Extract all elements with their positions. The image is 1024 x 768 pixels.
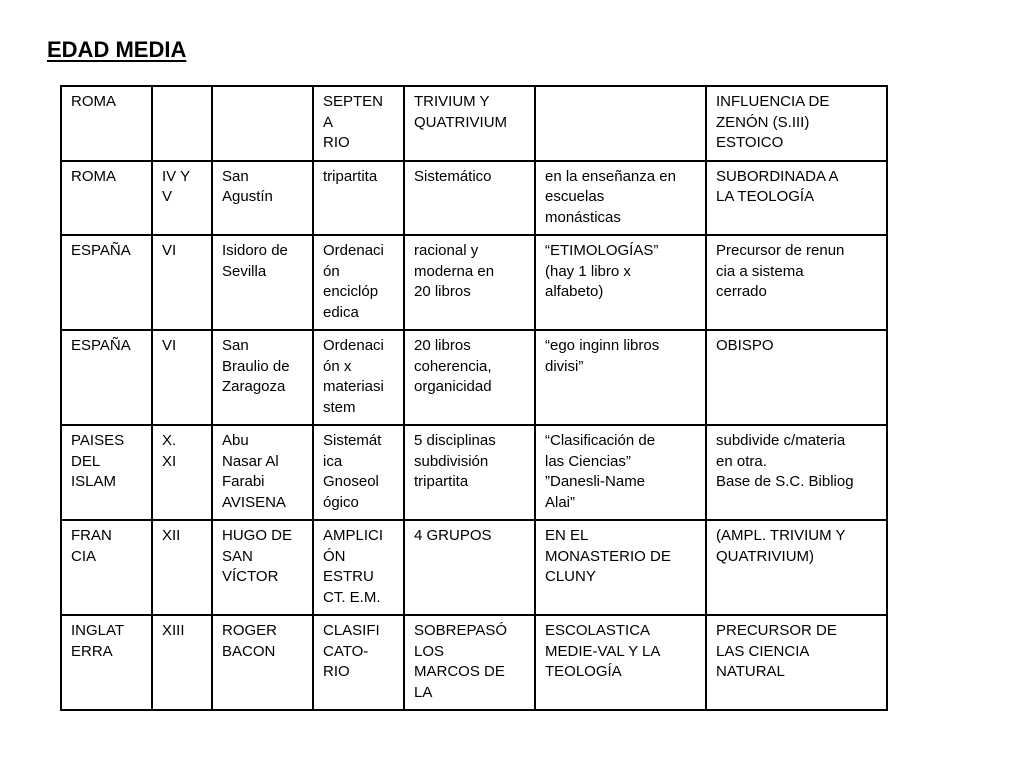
cell-century — [152, 86, 212, 161]
cell-feature: 4 GRUPOS — [404, 520, 535, 615]
cell-author: HUGO DE SAN VÍCTOR — [212, 520, 313, 615]
cell-feature: racional y moderna en 20 libros — [404, 235, 535, 330]
cell-feature: 5 disciplinas subdivisión tripartita — [404, 425, 535, 520]
cell-author: ROGER BACON — [212, 615, 313, 710]
cell-type: Sistemát ica Gnoseol ógico — [313, 425, 404, 520]
cell-type: AMPLICI ÓN ESTRU CT. E.M. — [313, 520, 404, 615]
cell-region: ROMA — [61, 86, 152, 161]
cell-work: ESCOLASTICA MEDIE-VAL Y LA TEOLOGÍA — [535, 615, 706, 710]
cell-author — [212, 86, 313, 161]
table-row — [61, 86, 887, 161]
cell-region: ESPAÑA — [61, 330, 152, 425]
cell-type: Ordenaci ón x materiasi stem — [313, 330, 404, 425]
cell-note: SUBORDINADA A LA TEOLOGÍA — [706, 161, 887, 236]
cell-century: IV Y V — [152, 161, 212, 236]
cell-century: VI — [152, 330, 212, 425]
cell-work: EN EL MONASTERIO DE CLUNY — [535, 520, 706, 615]
cell-region: PAISES DEL ISLAM — [61, 425, 152, 520]
cell-type: SEPTEN A RIO — [313, 86, 404, 161]
cell-note: INFLUENCIA DE ZENÓN (S.III) ESTOICO — [706, 86, 887, 161]
table-row — [61, 520, 887, 615]
cell-work: “ego inginn libros divisi” — [535, 330, 706, 425]
cell-note: subdivide c/materia en otra. Base de S.C. Bibliog — [706, 425, 887, 520]
cell-type: tripartita — [313, 161, 404, 236]
cell-note: PRECURSOR DE LAS CIENCIA NATURAL — [706, 615, 887, 710]
cell-century: XIII — [152, 615, 212, 710]
edad-media-table — [60, 85, 888, 711]
cell-work — [535, 86, 706, 161]
cell-author: San Braulio de Zaragoza — [212, 330, 313, 425]
cell-note: (AMPL. TRIVIUM Y QUATRIVIUM) — [706, 520, 887, 615]
table-row — [61, 161, 887, 236]
cell-feature: 20 libros coherencia, organicidad — [404, 330, 535, 425]
cell-type: Ordenaci ón enciclóp edica — [313, 235, 404, 330]
cell-region: INGLAT ERRA — [61, 615, 152, 710]
table-row — [61, 615, 887, 710]
cell-century: X. XI — [152, 425, 212, 520]
cell-feature: TRIVIUM Y QUATRIVIUM — [404, 86, 535, 161]
cell-century: VI — [152, 235, 212, 330]
cell-author: Abu Nasar Al Farabi AVISENA — [212, 425, 313, 520]
cell-region: ROMA — [61, 161, 152, 236]
cell-author: Isidoro de Sevilla — [212, 235, 313, 330]
cell-region: ESPAÑA — [61, 235, 152, 330]
cell-author: San Agustín — [212, 161, 313, 236]
table-row — [61, 235, 887, 330]
cell-note: Precursor de renun cia a sistema cerrado — [706, 235, 887, 330]
table-row — [61, 425, 887, 520]
cell-work: “Clasificación de las Ciencias” ”Danesli-Name Alai” — [535, 425, 706, 520]
table-row — [61, 330, 887, 425]
cell-century: XII — [152, 520, 212, 615]
cell-region: FRAN CIA — [61, 520, 152, 615]
cell-feature: SOBREPASÓ LOS MARCOS DE LA — [404, 615, 535, 710]
cell-note: OBISPO — [706, 330, 887, 425]
cell-type: CLASIFI CATO- RIO — [313, 615, 404, 710]
page-title: EDAD MEDIA — [47, 37, 187, 62]
cell-feature: Sistemático — [404, 161, 535, 236]
cell-work: en la enseñanza en escuelas monásticas — [535, 161, 706, 236]
cell-work: “ETIMOLOGÍAS” (hay 1 libro x alfabeto) — [535, 235, 706, 330]
